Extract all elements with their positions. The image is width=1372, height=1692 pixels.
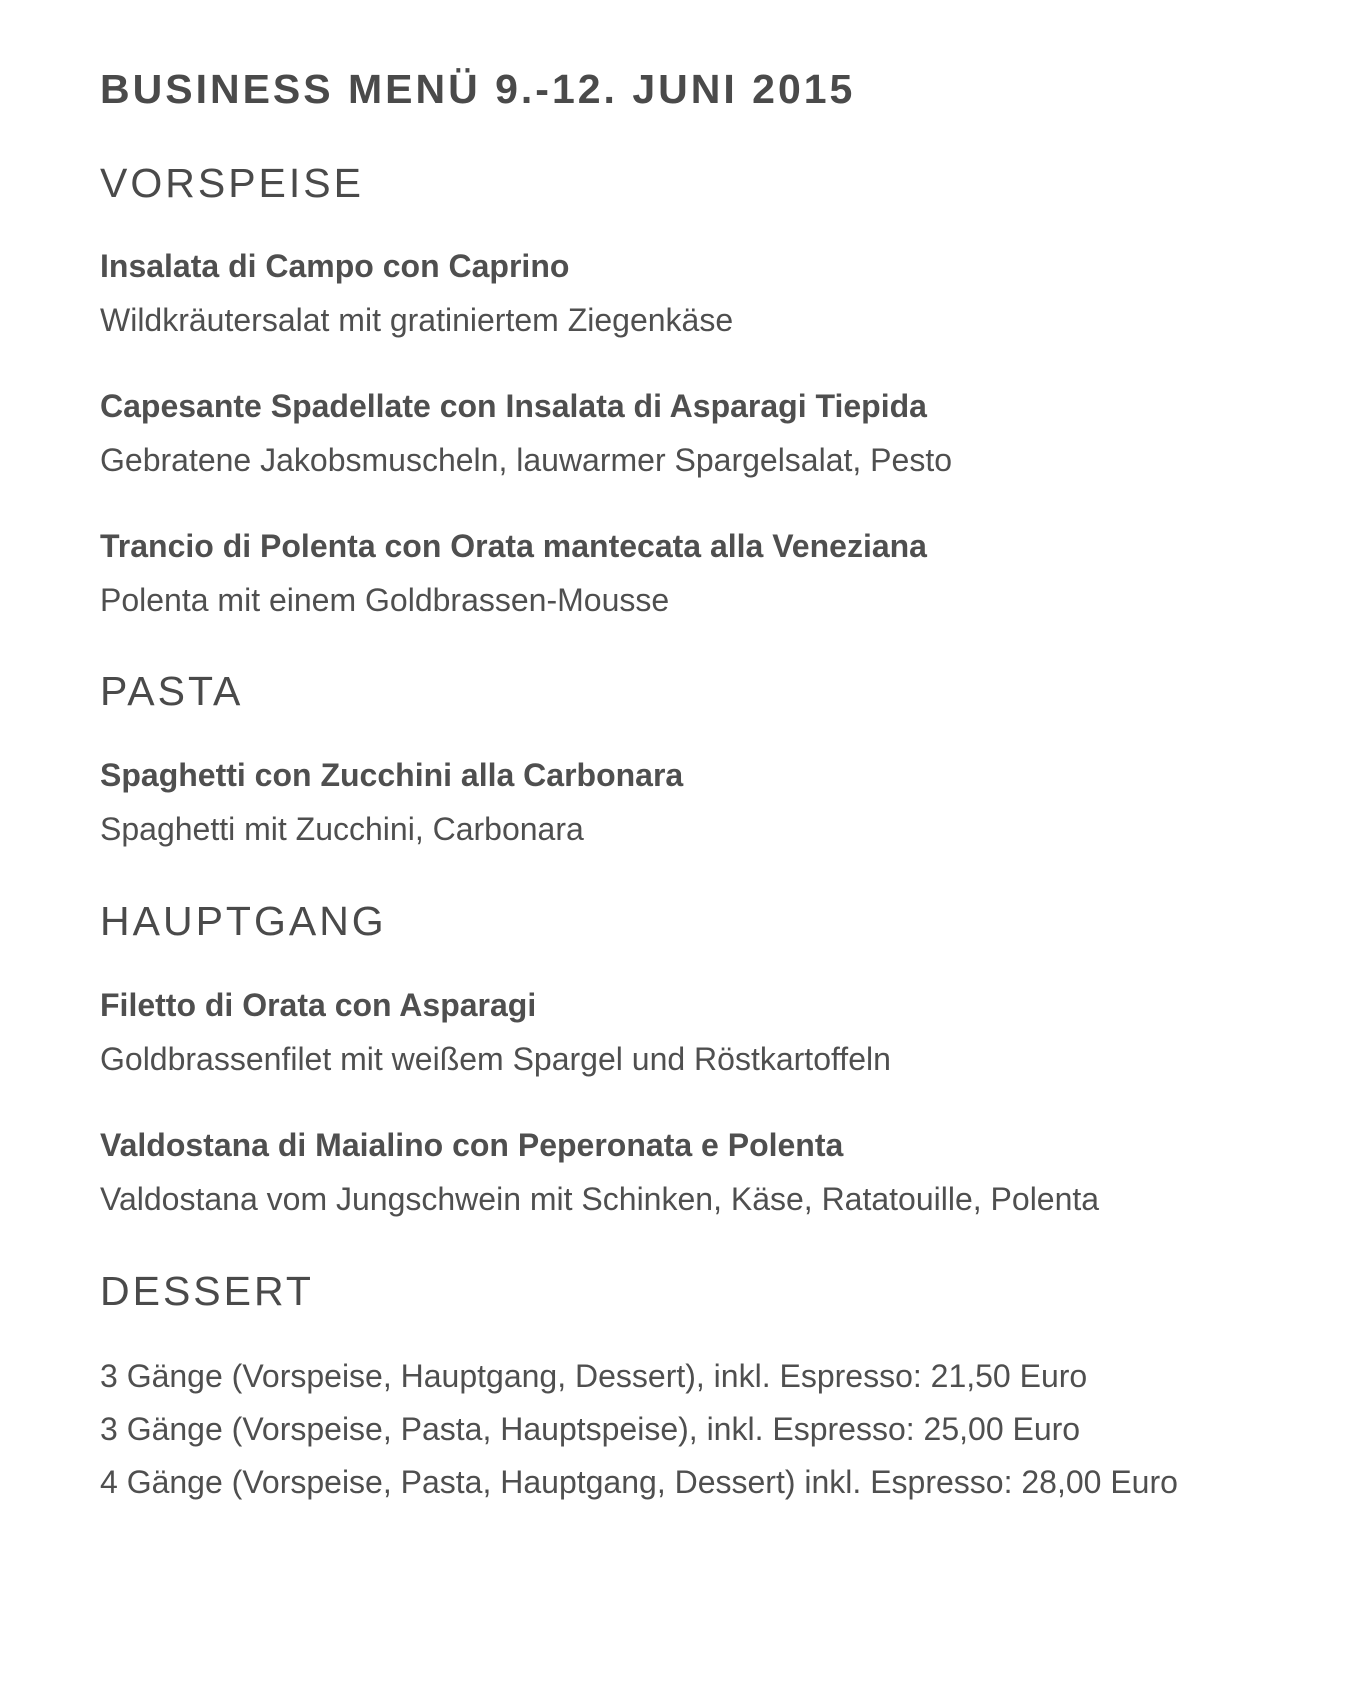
dish-name: Valdostana di Maialino con Peperonata e Polenta <box>100 1127 844 1163</box>
menu-title: BUSINESS MENÜ 9.-12. JUNI 2015 <box>100 66 856 112</box>
dish-description: Gebratene Jakobsmuscheln, lauwarmer Spargelsalat, Pesto <box>100 442 952 478</box>
dish-name: Insalata di Campo con Caprino <box>100 248 570 284</box>
dish-name: Spaghetti con Zucchini alla Carbonara <box>100 757 684 793</box>
price-line: 4 Gänge (Vorspeise, Pasta, Hauptgang, Dessert) inkl. Espresso: 28,00 Euro <box>100 1464 1178 1500</box>
dish-description: Valdostana vom Jungschwein mit Schinken, Käse, Ratatouille, Polenta <box>100 1181 1100 1217</box>
dish-name: Capesante Spadellate con Insalata di Asparagi Tiepida <box>100 388 927 424</box>
price-line: 3 Gänge (Vorspeise, Pasta, Hauptspeise), inkl. Espresso: 25,00 Euro <box>100 1411 1081 1447</box>
section-heading-vorspeise: VORSPEISE <box>100 160 364 206</box>
section-heading-hauptgang: HAUPTGANG <box>100 898 387 944</box>
price-line: 3 Gänge (Vorspeise, Hauptgang, Dessert), inkl. Espresso: 21,50 Euro <box>100 1358 1088 1394</box>
section-heading-dessert: DESSERT <box>100 1268 314 1314</box>
dish-description: Goldbrassenfilet mit weißem Spargel und Röstkartoffeln <box>100 1041 891 1077</box>
dish-name: Trancio di Polenta con Orata mantecata alla Veneziana <box>100 528 927 564</box>
dish-description: Polenta mit einem Goldbrassen-Mousse <box>100 582 670 618</box>
section-heading-pasta: PASTA <box>100 668 244 714</box>
dish-description: Spaghetti mit Zucchini, Carbonara <box>100 811 584 847</box>
dish-description: Wildkräutersalat mit gratiniertem Ziegenkäse <box>100 302 734 338</box>
dish-name: Filetto di Orata con Asparagi <box>100 987 537 1023</box>
